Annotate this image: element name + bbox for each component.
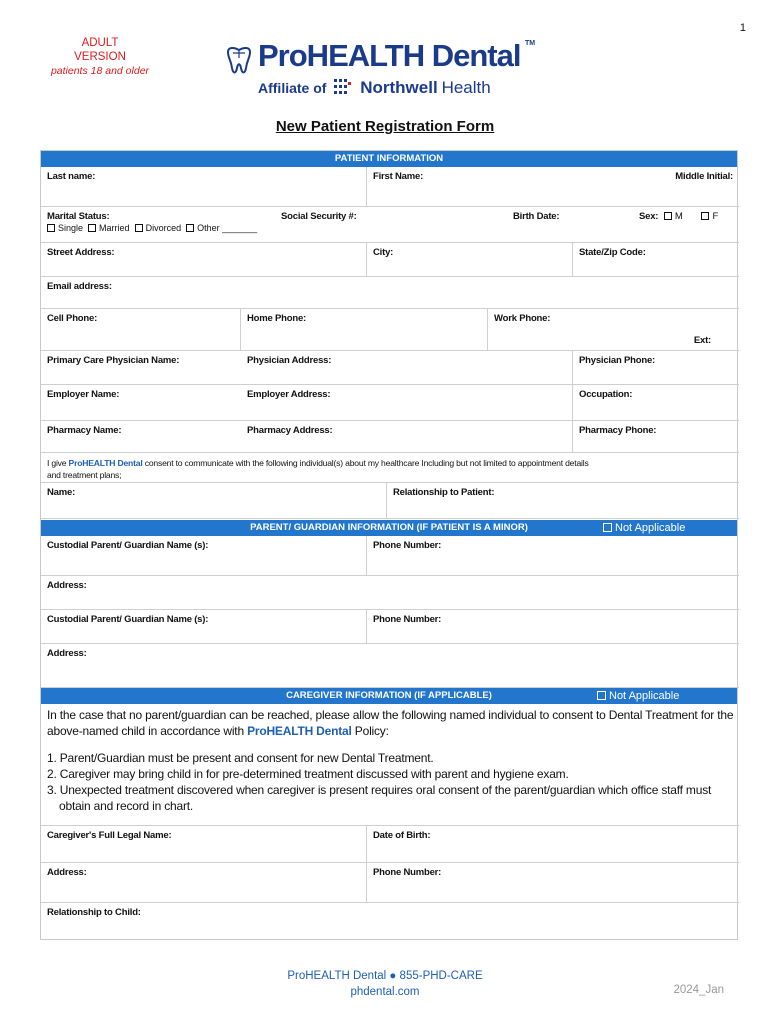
physician-address-label: Physician Address: <box>247 355 332 366</box>
street-address-label: Street Address: <box>47 247 115 258</box>
guardian-na-checkbox[interactable] <box>603 523 612 532</box>
checkbox-single[interactable] <box>47 224 55 232</box>
guardian-address-1-field[interactable] <box>41 576 739 610</box>
pharmacy-name-field[interactable] <box>41 421 241 453</box>
caregiver-na-checkbox[interactable] <box>597 691 606 700</box>
work-phone-field[interactable] <box>488 309 739 351</box>
caregiver-rule-3-cont: obtain and record in chart. <box>59 799 194 813</box>
version-badge <box>50 36 150 78</box>
state-zip-label: State/Zip Code: <box>579 247 646 258</box>
northwell-grid-icon <box>334 78 352 96</box>
affiliate-label: Affiliate of <box>258 80 327 96</box>
employer-address-field[interactable] <box>241 385 573 421</box>
guardian-address-1-label: Address: <box>47 580 87 591</box>
pharmacy-name-label: Pharmacy Name: <box>47 425 122 436</box>
occupation-label: Occupation: <box>579 389 633 400</box>
cell-phone-label: Cell Phone: <box>47 313 98 324</box>
middle-initial-field[interactable] <box>657 167 739 207</box>
relationship-child-label: Relationship to Child: <box>47 907 141 918</box>
caregiver-band-title: CAREGIVER INFORMATION (IF APPLICABLE) <box>286 690 492 701</box>
street-address-field[interactable] <box>41 243 367 277</box>
caregiver-name-field[interactable] <box>41 825 367 863</box>
guardian-address-2-label: Address: <box>47 648 87 659</box>
marital-status-label: Marital Status: <box>47 211 110 222</box>
email-field[interactable] <box>41 277 739 309</box>
caregiver-intro-pre: In the case that no parent/guardian can be reached, please allow the following named individual to consent to Dental Treatment for the above-named child in accordance with <box>47 708 734 738</box>
custodial-name-1-label: Custodial Parent/ Guardian Name (s): <box>47 540 209 551</box>
pharmacy-phone-field[interactable] <box>573 421 739 453</box>
guardian-band-title: PARENT/ GUARDIAN INFORMATION (IF PATIENT IS A MINOR) <box>250 522 528 533</box>
custodial-name-2-label: Custodial Parent/ Guardian Name (s): <box>47 614 209 625</box>
trademark: TM <box>525 40 536 47</box>
guardian-phone-1-label: Phone Number: <box>373 540 442 551</box>
email-label: Email address: <box>47 281 112 292</box>
first-name-field[interactable] <box>367 167 657 207</box>
version-line1: ADULT <box>81 37 119 49</box>
checkbox-married[interactable] <box>88 224 96 232</box>
tooth-icon <box>222 44 256 78</box>
relationship-child-field[interactable] <box>41 903 739 939</box>
occupation-field[interactable] <box>573 385 739 421</box>
sex-label: Sex: <box>639 211 659 222</box>
option-other: Other <box>197 223 220 233</box>
logo-wordmark: ProHEALTH Dental <box>258 38 521 73</box>
caregiver-na-label: Not Applicable <box>609 690 680 702</box>
home-phone-field[interactable] <box>241 309 488 351</box>
option-married: Married <box>99 223 130 233</box>
caregiver-address-label: Address: <box>47 867 87 878</box>
physician-phone-field[interactable] <box>573 351 739 385</box>
caregiver-dob-field[interactable] <box>367 825 739 863</box>
sex-m-label: M <box>674 211 683 222</box>
form-title: New Patient Registration Form <box>275 118 495 135</box>
footer-website[interactable]: phdental.com <box>350 986 420 998</box>
guardian-phone-1-field[interactable] <box>367 536 739 576</box>
caregiver-intro <box>47 707 735 739</box>
last-name-label: Last name: <box>47 171 96 182</box>
pharmacy-phone-label: Pharmacy Phone: <box>579 425 657 436</box>
caregiver-rule-3: 3. Unexpected treatment discovered when caregiver is present requires oral consent of the parent/guardian which office staff must <box>47 783 712 797</box>
relationship-patient-field[interactable] <box>386 483 739 519</box>
guardian-phone-2-field[interactable] <box>367 610 739 644</box>
pharmacy-address-label: Pharmacy Address: <box>247 425 333 436</box>
caregiver-phone-label: Phone Number: <box>373 867 442 878</box>
pcp-name-field[interactable] <box>41 351 241 385</box>
guardian-na-label: Not Applicable <box>615 522 686 534</box>
registration-form <box>40 150 738 940</box>
caregiver-address-field[interactable] <box>41 863 367 903</box>
birth-date-field[interactable] <box>507 207 633 243</box>
physician-phone-label: Physician Phone: <box>579 355 655 366</box>
footer-contact: ProHEALTH Dental ● 855-PHD-CARE <box>287 970 483 982</box>
caregiver-rule-1: 1. Parent/Guardian must be present and consent for new Dental Treatment. <box>47 751 434 765</box>
home-phone-label: Home Phone: <box>247 313 307 324</box>
employer-address-label: Employer Address: <box>247 389 331 400</box>
patient-info-band: PATIENT INFORMATION <box>41 151 737 167</box>
checkbox-other[interactable] <box>186 224 194 232</box>
custodial-name-1-field[interactable] <box>41 536 367 576</box>
form-version: 2024_Jan <box>673 984 724 996</box>
cell-phone-field[interactable] <box>41 309 241 351</box>
sex-f-label: F <box>712 211 719 222</box>
custodial-name-2-field[interactable] <box>41 610 367 644</box>
relationship-patient-label: Relationship to Patient: <box>393 487 495 498</box>
page-number: 1 <box>739 22 746 34</box>
authorized-name-field[interactable] <box>41 483 386 519</box>
employer-name-field[interactable] <box>41 385 241 421</box>
middle-initial-label: Middle Initial: <box>675 171 733 182</box>
consent-statement <box>41 453 739 483</box>
ext-label: Ext: <box>693 335 711 346</box>
caregiver-rules <box>47 750 735 814</box>
pharmacy-address-field[interactable] <box>241 421 573 453</box>
birth-date-label: Birth Date: <box>513 211 560 222</box>
sex-field <box>633 207 739 243</box>
guardian-address-2-field[interactable] <box>41 644 739 688</box>
caregiver-phone-field[interactable] <box>367 863 739 903</box>
ssn-field[interactable] <box>275 207 507 243</box>
physician-address-field[interactable] <box>241 351 573 385</box>
guardian-phone-2-label: Phone Number: <box>373 614 442 625</box>
option-divorced: Divorced <box>145 223 182 233</box>
consent-brand: ProHEALTH Dental <box>68 458 143 468</box>
health-label: Health <box>441 78 491 97</box>
version-line2: VERSION <box>74 51 126 63</box>
last-name-field[interactable] <box>41 167 367 207</box>
consent-line2: and treatment plans; <box>47 470 122 480</box>
consent-post: consent to communicate with the following individual(s) about my healthcare Including but not limited to appointment details <box>142 458 589 468</box>
caregiver-dob-label: Date of Birth: <box>373 830 431 841</box>
affiliate-line <box>258 78 491 98</box>
northwell-label: Northwell <box>360 78 438 97</box>
first-name-label: First Name: <box>373 171 424 182</box>
checkbox-divorced[interactable] <box>135 224 143 232</box>
version-line3: patients 18 and older <box>50 65 150 77</box>
state-zip-field[interactable] <box>573 243 739 277</box>
ssn-label: Social Security #: <box>281 211 357 222</box>
pcp-name-label: Primary Care Physician Name: <box>47 355 180 366</box>
employer-name-label: Employer Name: <box>47 389 120 400</box>
work-phone-label: Work Phone: <box>494 313 551 324</box>
guardian-band <box>41 520 737 536</box>
checkbox-sex-f[interactable] <box>701 212 709 220</box>
city-field[interactable] <box>367 243 573 277</box>
city-label: City: <box>373 247 394 258</box>
footer <box>0 968 770 1000</box>
option-single: Single <box>58 223 84 233</box>
caregiver-intro-brand: ProHEALTH Dental <box>247 724 352 738</box>
authorized-name-label: Name: <box>47 487 76 498</box>
marital-status-field <box>41 207 275 243</box>
consent-pre: I give <box>47 458 69 468</box>
other-blank[interactable]: _______ <box>222 223 258 233</box>
checkbox-sex-m[interactable] <box>664 212 672 220</box>
caregiver-rule-2: 2. Caregiver may bring child in for pre-determined treatment discussed with parent and hygiene exam. <box>47 767 569 781</box>
caregiver-band <box>41 688 737 704</box>
caregiver-intro-post: Policy: <box>351 724 389 738</box>
caregiver-name-label: Caregiver's Full Legal Name: <box>47 830 172 841</box>
prohealth-logo <box>222 40 542 100</box>
